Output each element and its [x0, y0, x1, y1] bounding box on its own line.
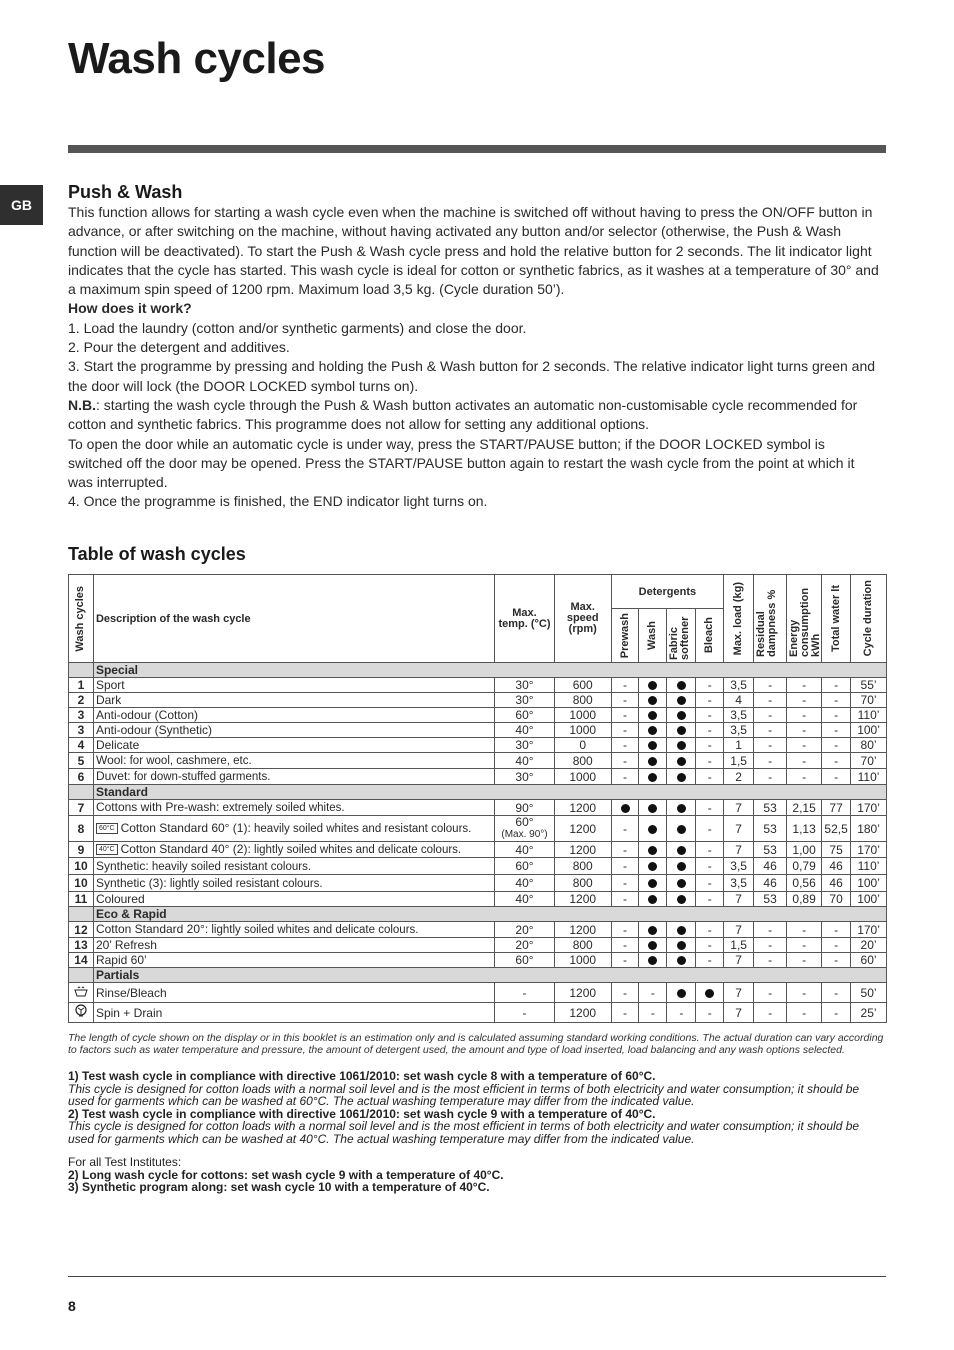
how-heading: How does it work? — [68, 300, 192, 317]
table-row: Spin + Drain - 1200 - - - - 7 - - - 25’ — [69, 1003, 887, 1023]
group-row-standard: Standard — [69, 785, 887, 800]
page-number: 8 — [68, 1298, 76, 1314]
dot-icon — [705, 989, 714, 998]
push-wash-intro: This function allows for starting a wash cycle even when the machine is switched off without having to press the ON/OFF button in advance, or after switching on the machine, without having activated any button and/or selector (otherwise, the Push & Wash function will be deactivated). To start the Push & Wash cycle press and hold the relative button for 2 seconds. The lit indicator light indicates that the cycle has started. This wash cycle is ideal for cotton or synthetic fabrics, as it washes at a temperature of 30° and a maximum spin speed of 1200 rpm. Maximum load 3,5 kg. (Cycle duration 50’). — [68, 204, 879, 298]
col-detergents: Detergents — [611, 575, 724, 609]
dot-icon — [677, 825, 686, 834]
institutes-heading: For all Test Institutes: — [68, 1155, 182, 1169]
dot-icon — [621, 804, 630, 813]
col-cycle-duration: Cycle duration — [851, 575, 887, 663]
dot-icon — [677, 862, 686, 871]
dot-icon — [648, 696, 657, 705]
test-notes — [68, 1070, 888, 1145]
institutes-notes — [68, 1156, 888, 1194]
table-row: 1 Sport 30° 600 - - 3,5 - - - 55’ — [69, 678, 887, 693]
nb-label: N.B. — [68, 396, 96, 413]
table-row: 11 Coloured 40° 1200 - - 7 53 0,89 70 100’ — [69, 892, 887, 907]
table-row: 6 Duvet: for down-stuffed garments. 30° 1000 - - 2 - - - 110’ — [69, 769, 887, 785]
dot-icon — [648, 862, 657, 871]
col-total-water: Total water lt — [822, 575, 851, 663]
col-max-load: Max. load (kg) — [724, 575, 754, 663]
table-row: 12 Cotton Standard 20°: lightly soiled whites and delicate colours. 20° 1200 - - 7 - - - 170’ — [69, 922, 887, 938]
dot-icon — [677, 696, 686, 705]
page-title: Wash cycles — [68, 34, 326, 83]
eco-40-icon: 40°C — [96, 844, 118, 855]
dot-icon — [677, 711, 686, 720]
dot-icon — [677, 941, 686, 950]
dot-icon — [677, 895, 686, 904]
col-max-temp: Max. temp. (°C) — [495, 575, 555, 663]
dot-icon — [677, 879, 686, 888]
dot-icon — [648, 804, 657, 813]
dot-icon — [648, 773, 657, 782]
dot-icon — [648, 757, 657, 766]
table-row: 2 Dark 30° 800 - - 4 - - - 70’ — [69, 693, 887, 708]
table-row: 10 Synthetic (3): lightly soiled resistant colours. 40° 800 - - 3,5 46 0,56 46 100’ — [69, 875, 887, 892]
step-2: 2. Pour the detergent and additives. — [68, 339, 290, 356]
table-row: 3 Anti-odour (Synthetic) 40° 1000 - - 3,5 - - - 100’ — [69, 723, 887, 738]
table-heading: Table of wash cycles — [68, 544, 246, 564]
duration-footnote: The length of cycle shown on the display or in this booklet is an estimation only and is calculated assuming standard working conditions. The actual duration can vary according to factors such as water temperature and pressure, the amount of detergent used, the amount and type of load inserted, load balancing and any wash options selected. — [68, 1032, 884, 1056]
dot-icon — [648, 846, 657, 855]
push-wash-heading: Push & Wash — [68, 182, 183, 202]
step-4: 4. Once the programme is finished, the END indicator light turns on. — [68, 493, 488, 510]
note-1-heading: 1) Test wash cycle in compliance with directive 1061/2010: set wash cycle 8 with a temperature of 60°C. — [68, 1069, 656, 1083]
dot-icon — [677, 773, 686, 782]
col-max-speed: Max. speed (rpm) — [554, 575, 611, 663]
group-row-partials: Partials — [69, 968, 887, 983]
institutes-note-2: 2) Long wash cycle for cottons: set wash cycle 9 with a temperature of 40°C. — [68, 1167, 504, 1182]
title-rule — [68, 145, 886, 153]
dot-icon — [677, 989, 686, 998]
dot-icon — [648, 825, 657, 834]
dot-icon — [677, 926, 686, 935]
col-description: Description of the wash cycle — [93, 575, 494, 663]
col-wash-cycles: Wash cycles — [69, 575, 94, 663]
dot-icon — [648, 726, 657, 735]
dot-icon — [648, 926, 657, 935]
dot-icon — [677, 846, 686, 855]
group-row-special: Special — [69, 663, 887, 678]
nb-text: : starting the wash cycle through the Push & Wash button activates an automatic non-customisable cycle recommended for cotton and synthetic fabrics. This programme does not allow for setting any additional options. — [68, 396, 858, 433]
col-bleach: Bleach — [696, 609, 724, 663]
note-2-text: This cycle is designed for cotton loads with a normal soil level and is the most efficient in terms of both electricity and water consumption; it should be used for garments which can be washed at 40°C. The actual washing temperature may differ from the indicated value. — [68, 1119, 860, 1146]
dot-icon — [648, 711, 657, 720]
table-row: 4 Delicate 30° 0 - - 1 - - - 80’ — [69, 738, 887, 753]
table-row: 10 Synthetic: heavily soiled resistant colours. 60° 800 - - 3,5 46 0,79 46 110’ — [69, 858, 887, 875]
dot-icon — [648, 681, 657, 690]
language-tab: GB — [0, 185, 43, 225]
col-wash: Wash — [639, 609, 667, 663]
institutes-note-3: 3) Synthetic program along: set wash cycle 10 with a temperature of 40°C. — [68, 1180, 490, 1194]
table-row: 14 Rapid 60’ 60° 1000 - - 7 - - - 60’ — [69, 953, 887, 968]
footer-rule — [68, 1276, 886, 1277]
dot-icon — [677, 757, 686, 766]
table-row: 7 Cottons with Pre-wash: extremely soiled whites. 90° 1200 - 7 53 2,15 77 170’ — [69, 800, 887, 816]
table-row: 9 40°C Cotton Standard 40° (2): lightly soiled whites and delicate colours. 40° 1200 - - 7 53 1,00 75 170’ — [69, 842, 887, 858]
step-1: 1. Load the laundry (cotton and/or synthetic garments) and close the door. — [68, 319, 527, 336]
col-softener: Fabric softener — [667, 609, 696, 663]
dot-icon — [648, 741, 657, 750]
col-residual-dampness: Residual dampness % — [754, 575, 787, 663]
table-row: 13 20’ Refresh 20° 800 - - 1,5 - - - 20’ — [69, 938, 887, 953]
note-1-text: This cycle is designed for cotton loads with a normal soil level and is the most efficient in terms of both electricity and water consumption; it should be used for garments which can be washed at 60°C. The actual washing temperature may differ from the indicated value. — [68, 1081, 860, 1108]
dot-icon — [648, 941, 657, 950]
dot-icon — [677, 804, 686, 813]
dot-icon — [677, 956, 686, 965]
spin-icon — [69, 1003, 94, 1023]
dot-icon — [648, 879, 657, 888]
step-3: 3. Start the programme by pressing and holding the Push & Wash button for 2 seconds. The relative indicator light turns green and the door will lock (the DOOR LOCKED symbol turns on). — [68, 358, 876, 394]
col-energy: Energy consumption kWh — [787, 575, 822, 663]
group-row-eco-rapid: Eco & Rapid — [69, 907, 887, 922]
dot-icon — [648, 956, 657, 965]
rinse-icon — [69, 983, 94, 1003]
push-wash-body — [68, 203, 883, 512]
note-2-heading: 2) Test wash cycle in compliance with directive 1061/2010: set wash cycle 9 with a temperature of 40°C. — [68, 1106, 656, 1121]
eco-60-icon: 60°C — [96, 823, 118, 834]
dot-icon — [677, 741, 686, 750]
dot-icon — [677, 681, 686, 690]
table-row: 8 60°C Cotton Standard 60° (1): heavily soiled whites and resistant colours. 60° (Max. 90°) 1200 - - 7 53 1,13 52,5 180’ — [69, 816, 887, 842]
dot-icon — [677, 726, 686, 735]
table-row: Rinse/Bleach - 1200 - - 7 - - - 50’ — [69, 983, 887, 1003]
open-door-text: To open the door while an automatic cycle is under way, press the START/PAUSE button; if the DOOR LOCKED symbol is switched off the door may be opened. Press the START/PAUSE button again to restart the wash cycle from the point at which it was interrupted. — [68, 435, 855, 491]
dot-icon — [648, 895, 657, 904]
table-row: 5 Wool: for wool, cashmere, etc. 40° 800 - - 1,5 - - - 70’ — [69, 753, 887, 769]
wash-cycles-table — [68, 574, 887, 1023]
nb-note — [68, 396, 883, 435]
col-prewash: Prewash — [611, 609, 639, 663]
table-row: 3 Anti-odour (Cotton) 60° 1000 - - 3,5 - - - 110’ — [69, 708, 887, 723]
